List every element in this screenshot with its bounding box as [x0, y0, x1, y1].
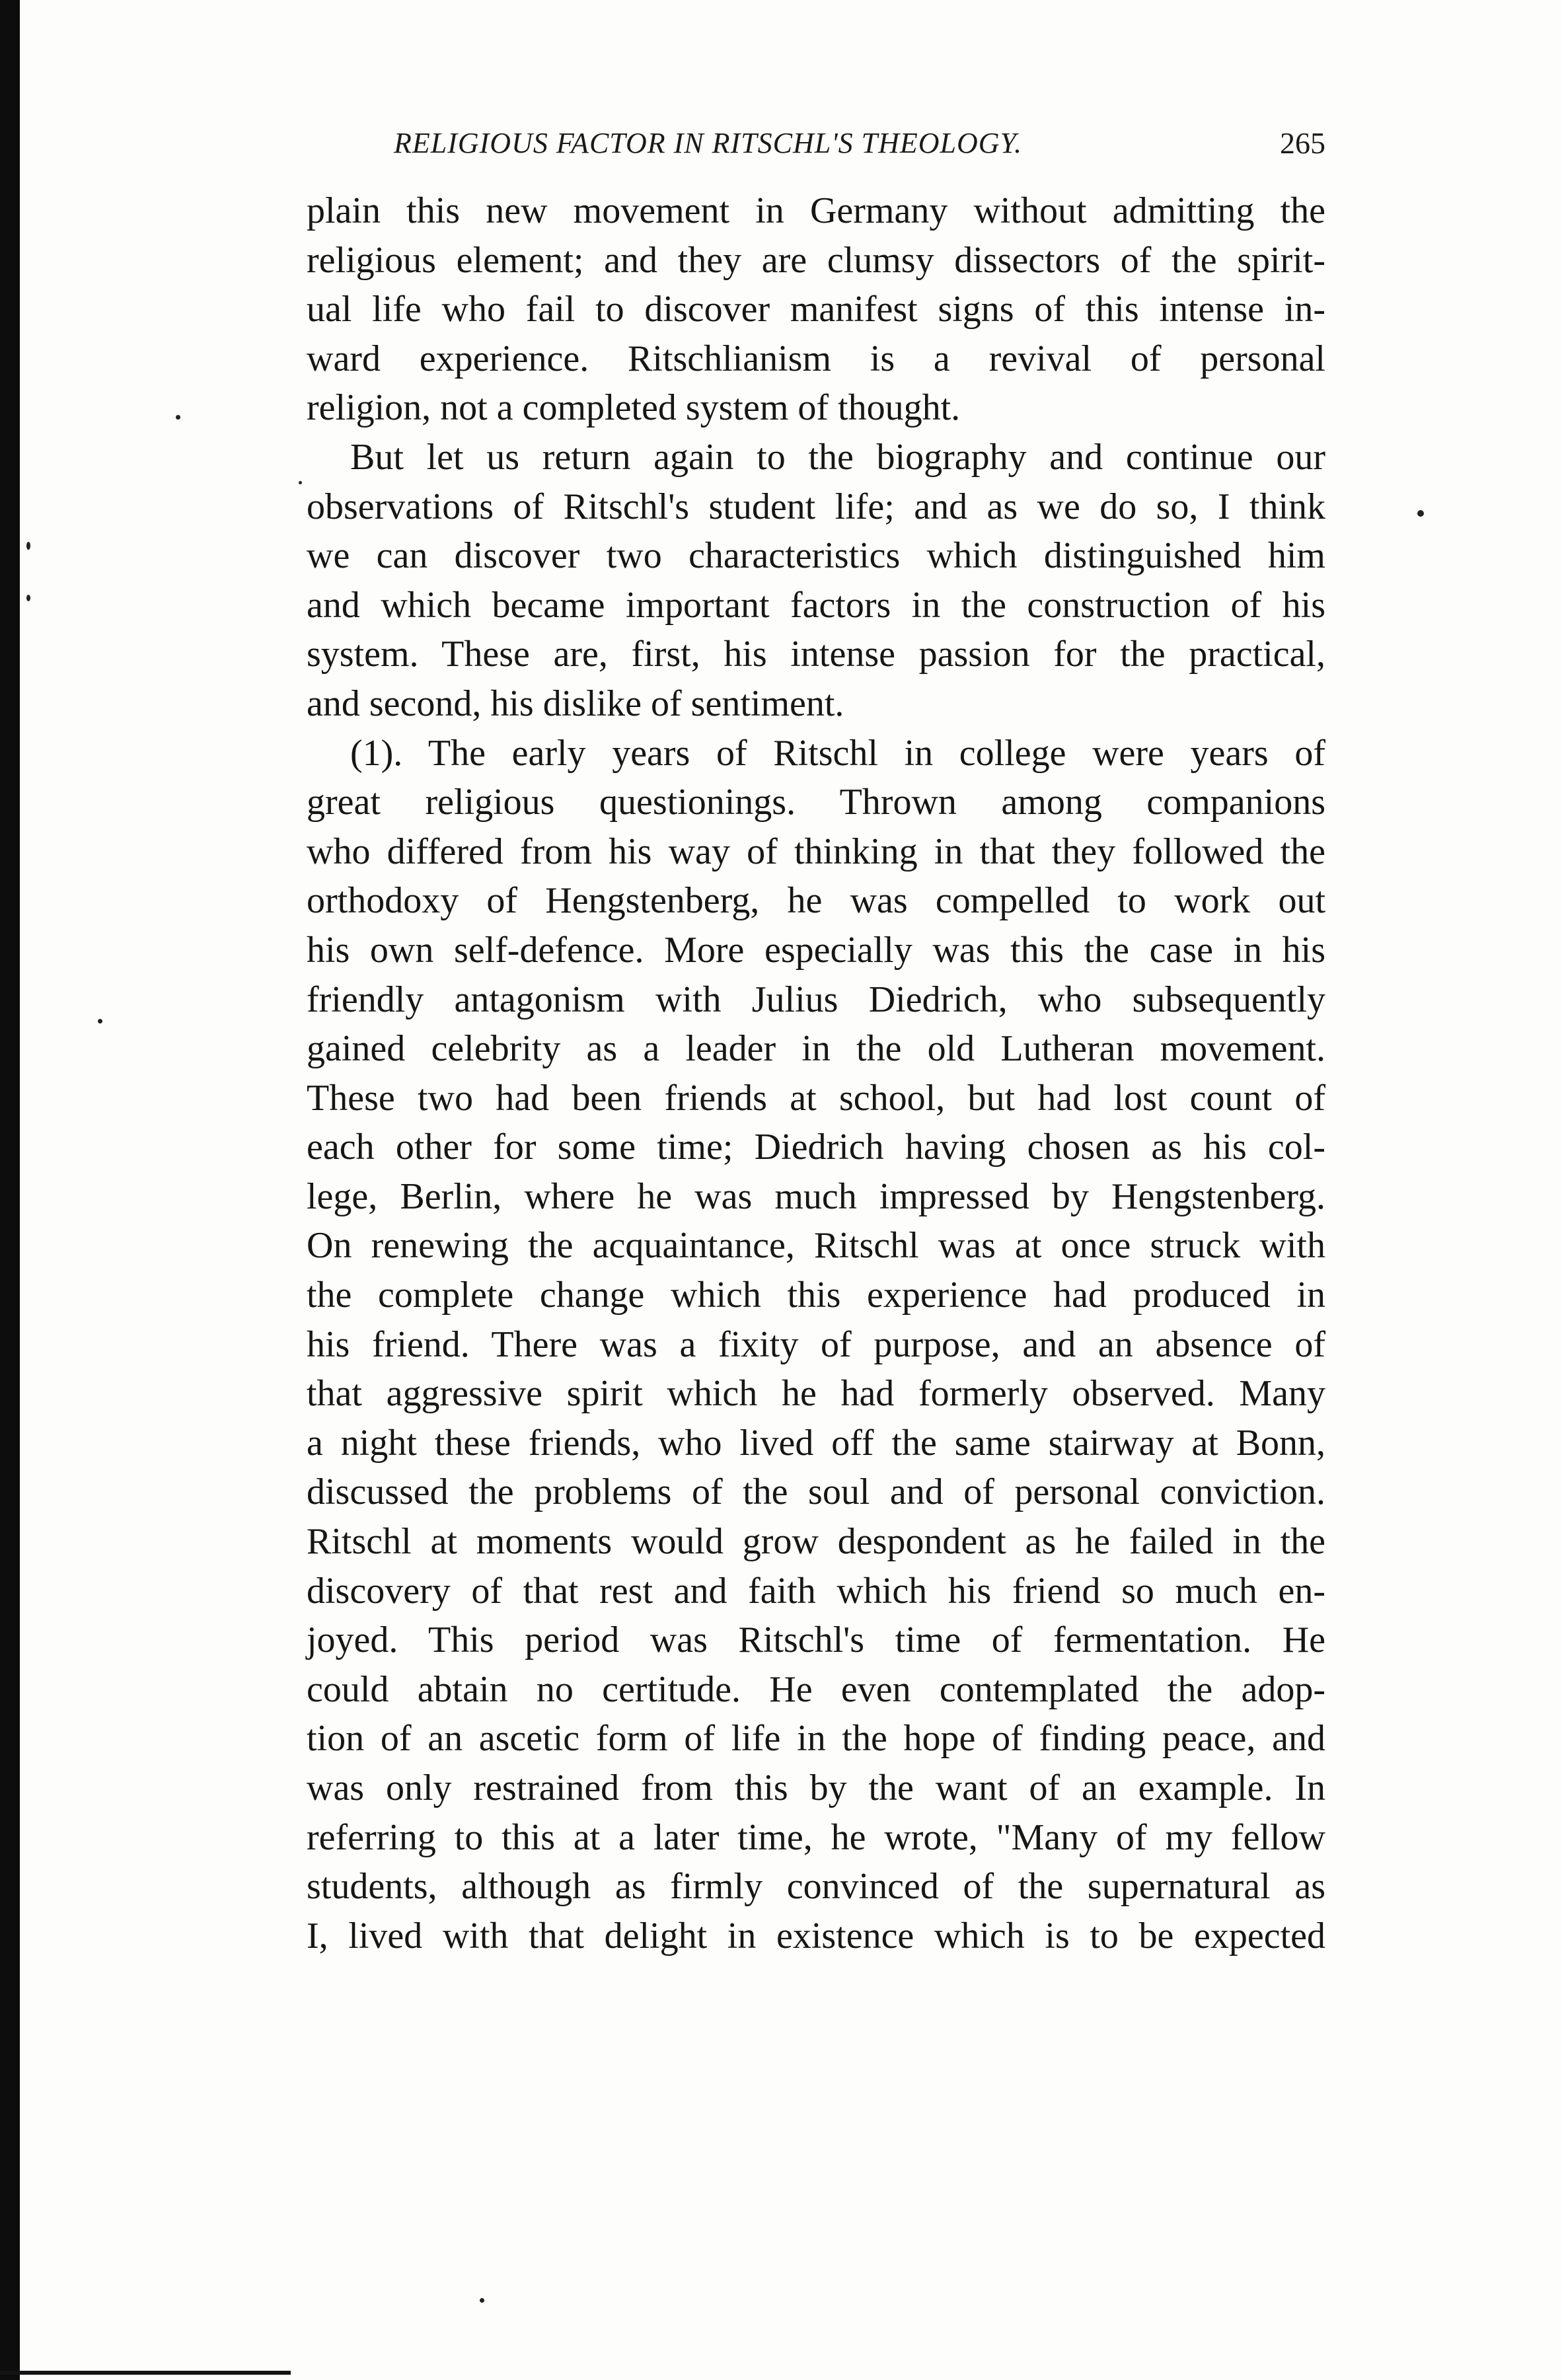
scan-speck — [176, 415, 180, 420]
text-line: observations of Ritschl's student life; and as we do so, I think — [307, 486, 1325, 527]
text-line: religious element; and they are clumsy dissectors of the spirit- — [307, 239, 1325, 281]
text-line: These two had been friends at school, but had lost count of — [307, 1077, 1325, 1119]
scan-speck — [26, 595, 30, 601]
binding-foot-rule — [0, 2371, 291, 2375]
text-line: who differed from his way of thinking in that they followed the — [307, 831, 1325, 872]
text-line: was only restrained from this by the want of an example. In — [307, 1767, 1325, 1808]
scan-speck — [26, 542, 30, 550]
text-line: But let us return again to the biography and continue our — [350, 436, 1325, 478]
text-line: his own self-defence. More especially was this the case in his — [307, 929, 1325, 971]
text-line: joyed. This period was Ritschl's time of fermentation. He — [307, 1619, 1325, 1661]
text-line: friendly antagonism with Julius Diedrich, who subsequently — [307, 979, 1325, 1020]
text-line: plain this new movement in Germany without admitting the — [307, 190, 1325, 231]
text-line: discussed the problems of the soul and of personal conviction. — [307, 1471, 1325, 1513]
scan-speck — [98, 1019, 102, 1023]
text-line: On renewing the acquaintance, Ritschl was at once struck with — [307, 1225, 1325, 1267]
running-head: RELIGIOUS FACTOR IN RITSCHL'S THEOLOGY. — [394, 127, 1022, 159]
binding-edge — [0, 0, 20, 2380]
text-line: religion, not a completed system of thought. — [307, 387, 961, 429]
text-line: the complete change which this experience had produced in — [307, 1275, 1325, 1316]
text-line: lege, Berlin, where he was much impressed by Hengstenberg. — [307, 1175, 1325, 1217]
text-line: students, although as firmly convinced of the supernatural as — [307, 1866, 1325, 1908]
text-line: and which became important factors in the construction of his — [307, 584, 1325, 626]
text-line: we can discover two characteristics which distinguished him — [307, 535, 1325, 577]
scan-speck — [480, 2298, 484, 2303]
text-line: system. These are, first, his intense passion for the practical, — [307, 634, 1325, 675]
text-line: (1). The early years of Ritschl in college were years of — [350, 732, 1325, 774]
scan-speck — [299, 481, 302, 484]
text-line: discovery of that rest and faith which his friend so much en- — [307, 1570, 1325, 1612]
text-line: orthodoxy of Hengstenberg, he was compelled to work out — [307, 880, 1325, 922]
page-number: 265 — [1280, 126, 1325, 160]
text-line: Ritschl at moments would grow despondent as he failed in the — [307, 1521, 1325, 1563]
text-line: tion of an ascetic form of life in the hope of finding peace, and — [307, 1718, 1325, 1760]
text-line: his friend. There was a fixity of purpose, and an absence of — [307, 1323, 1325, 1365]
text-line: each other for some time; Diedrich having chosen as his col- — [307, 1127, 1325, 1168]
text-line: and second, his dislike of sentiment. — [307, 683, 844, 724]
text-line: I, lived with that delight in existence which is to be expected — [307, 1915, 1325, 1956]
text-line: referring to this at a later time, he wrote, "Many of my fellow — [307, 1816, 1325, 1858]
text-line: ward experience. Ritschlianism is a revival of personal — [307, 338, 1325, 379]
text-line: that aggressive spirit which he had formerly observed. Many — [307, 1373, 1325, 1415]
text-line: could abtain no certitude. He even contemplated the adop- — [307, 1668, 1325, 1710]
text-line: a night these friends, who lived off the same stairway at Bonn, — [307, 1422, 1325, 1464]
text-line: gained celebrity as a leader in the old Lutheran movement. — [307, 1028, 1325, 1070]
body-text — [307, 186, 1325, 2301]
scan-speck — [1417, 510, 1424, 517]
text-line: great religious questionings. Thrown among companions — [307, 782, 1325, 823]
text-line: ual life who fail to discover manifest signs of this intense in- — [307, 289, 1325, 330]
